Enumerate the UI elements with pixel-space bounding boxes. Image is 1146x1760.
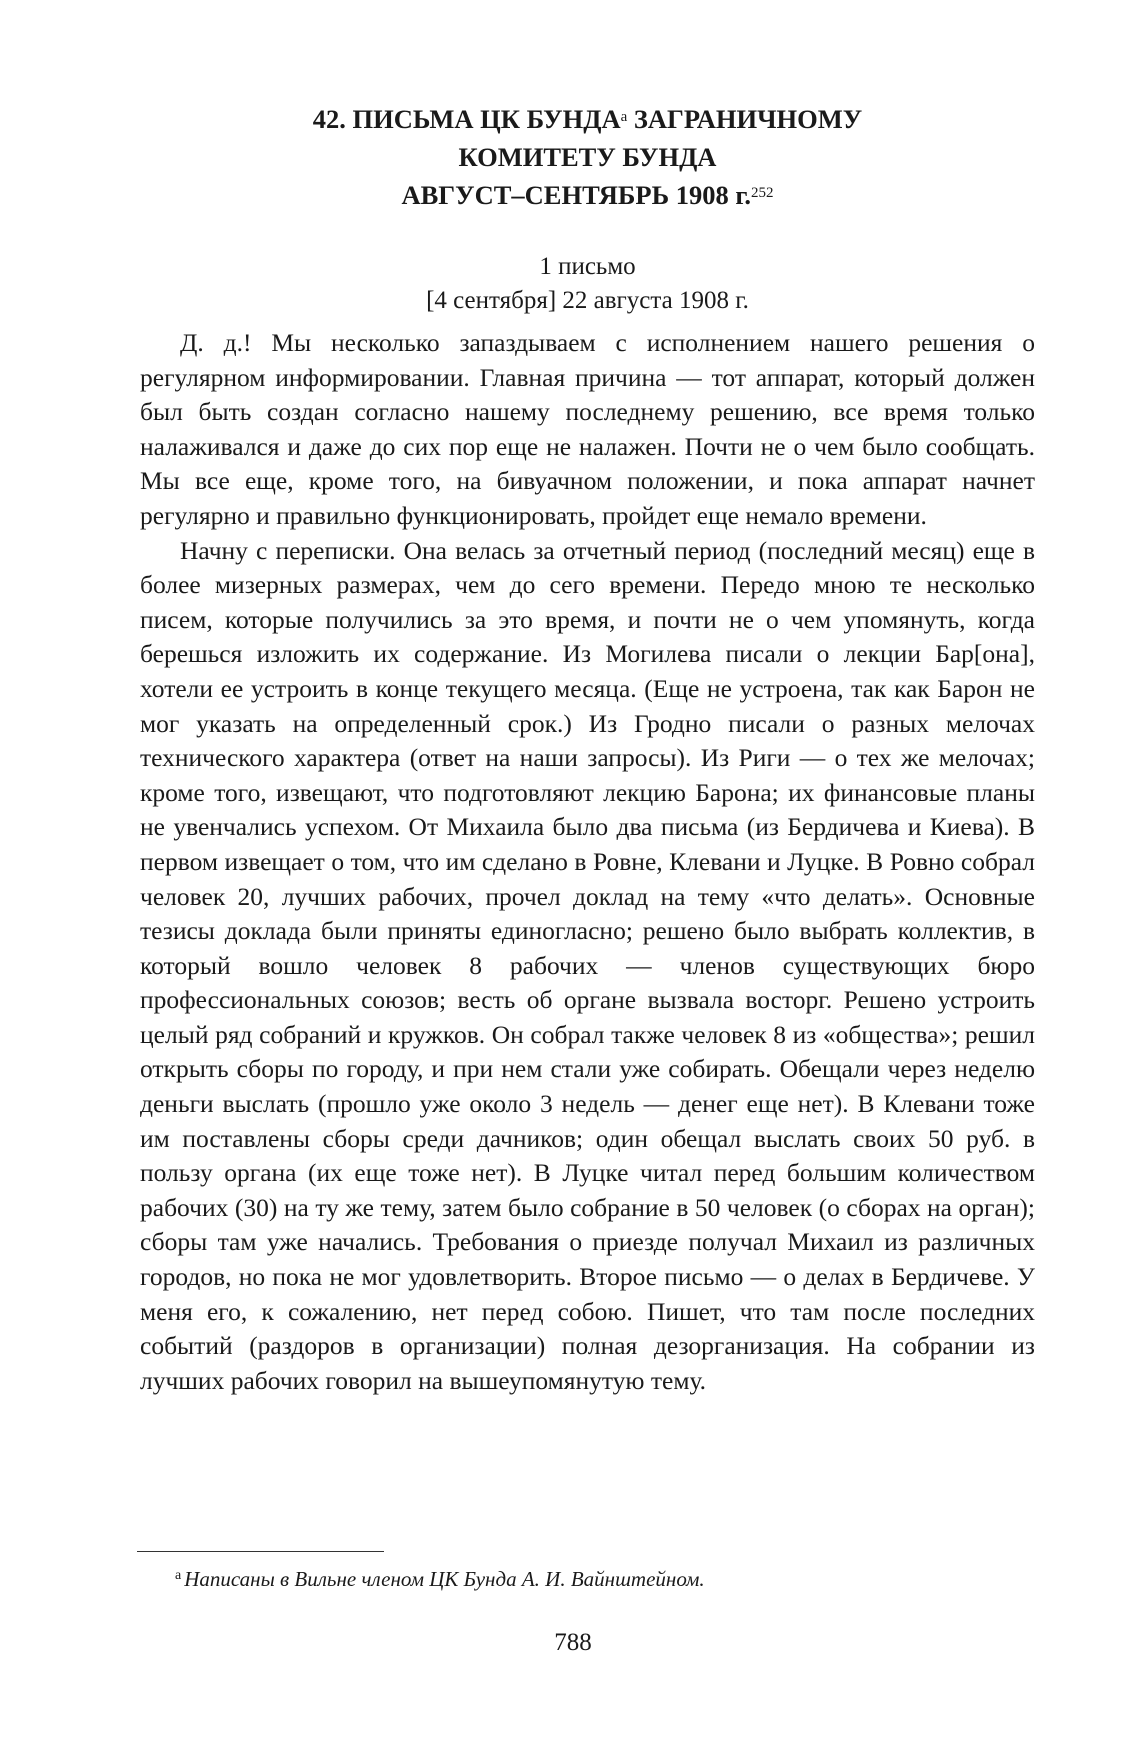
paragraph: Начну с переписки. Она велась за отчетный период (последний месяц) еще в более мизерных размерах, чем до сего времени. Передо мною те несколько писем, которые получились за это время, и почти не о чем упомянуть, когда берешься изложить их содержание. Из Могилева писали о лекции Бар[она], хотели ее устроить в конце текущего месяца. (Еще не устроена, так как Барон не мог указать на определенный срок.) Из Гродно писали о разных мелочах технического характера (ответ на наши запросы). Из Риги — о тех же мелочах; кроме того, извещают, что подготовляют лекцию Барона; их финансовые планы не увенчались успехом. От Михаила было два письма (из Бердичева и Киева). В первом извещает о том, что им сделано в Ровне, Клевани и Луцке. В Ровно собрал человек 20, лучших рабочих, прочел доклад на тему «что делать». Основные тезисы доклада были приняты единогласно; решено было выбрать коллектив, в который вошло человек 8 рабочих — членов существующих бюро профессиональных союзов; весть об органе вызвала восторг. Решено устроить целый ряд собраний и кружков. Он собрал также человек 8 из «общества»; решил открыть сборы по городу, и при нем стали уже собирать. Обещали через неделю деньги выслать (прошло уже около 3 недель — денег еще нет). В Клевани тоже им поставлены сборы среди дачников; один обещал выслать своих 50 руб. в пользу органа (их еще тоже нет). В Луцке читал перед большим количеством рабочих (30) на ту же тему, затем было собрание в 50 человек (о сборах на орган); сборы там уже начались. Требования о приезде получал Михаил из различных городов, но пока не мог удовлетворить. Второе письмо — о делах в Бердичеве. У меня его, к сожалению, нет перед собою. Пишет, что там после последних событий (раздоров в организации) полная дезорганизация. На собрании из лучших рабочих говорил на вышеупомянутую тему. bbox=[140, 535, 1035, 1395]
footnote-marker-a: а bbox=[620, 109, 628, 125]
endnote-number: 252 bbox=[751, 185, 774, 201]
footnote-marker: а bbox=[175, 1568, 182, 1583]
page-content bbox=[140, 100, 1035, 1398]
letter-body bbox=[140, 326, 1035, 1398]
letter-number: 1 письмо bbox=[539, 253, 636, 280]
footnote bbox=[175, 1565, 1035, 1593]
footnote-divider bbox=[137, 1551, 384, 1552]
title-line-3: АВГУСТ–СЕНТЯБРЬ 1908 г.$^{252}$ bbox=[401, 180, 774, 210]
title-line-2: КОМИТЕТУ БУНДА bbox=[458, 142, 717, 172]
page-number: 788 bbox=[554, 1629, 592, 1656]
title-line-1: 42. ПИСЬМА ЦК $БУНДА^а$ ЗАГРАНИЧНОМУ bbox=[312, 104, 863, 134]
document-title bbox=[140, 100, 1035, 214]
footnote-text: Написаны в Вильне членом ЦК Бунда А. И. Вайнштейном. bbox=[184, 1567, 705, 1591]
letter-date: [4 сентября] 22 августа 1908 г. bbox=[426, 287, 749, 314]
paragraph: Д. д.! Мы несколько запаздываем с исполнением нашего решения о регулярном информировании. Главная причина — тот аппарат, который должен был быть создан согласно нашему последнему решению, все время только налаживался и даже до сих пор еще не налажен. Почти не о чем было сообщать. Мы все еще, кроме того, на бивуачном положении, и пока аппарат начнет регулярно и правильно функционировать, пройдет еще немало времени. bbox=[140, 328, 1035, 530]
